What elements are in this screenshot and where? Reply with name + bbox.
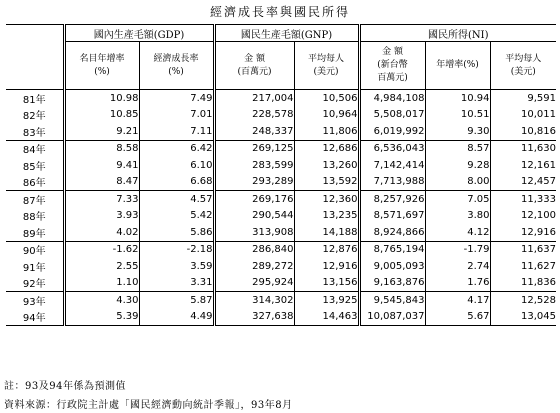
table-body <box>6 90 556 326</box>
page-title: 經濟成長率與國民所得 <box>209 5 350 19</box>
gdp-nominal-growth-cell: 9.41 <box>64 157 139 174</box>
ni-per-capita-cell: 11,836 <box>490 275 556 292</box>
gdp-group-header: 國內生產毛額(GDP) <box>64 25 214 42</box>
ni-amount-cell: 7,142,414 <box>359 157 425 174</box>
ni-amount-cell: 8,257,926 <box>359 191 425 208</box>
gdp-economic-growth-cell: 6.68 <box>139 174 214 191</box>
gnp-amount-cell: 228,578 <box>214 107 294 124</box>
table-row <box>6 309 556 326</box>
table-row <box>6 174 556 191</box>
ni-amount-cell: 10,087,037 <box>359 309 425 326</box>
year-cell: 92年 <box>22 279 46 291</box>
ni-amount-cell: 4,984,108 <box>359 90 425 107</box>
ni-growth-cell: 7.05 <box>425 191 490 208</box>
col-header-economic-growth: 經濟成長率 (%) <box>139 42 214 90</box>
year-cell: 83年 <box>22 127 46 139</box>
gnp-amount-cell: 283,599 <box>214 157 294 174</box>
ni-group-header: 國民所得(NI) <box>359 25 556 42</box>
ni-growth-cell: 4.12 <box>425 224 490 241</box>
gnp-amount-cell: 290,544 <box>214 208 294 225</box>
ni-amount-cell: 5,508,017 <box>359 107 425 124</box>
ni-growth-cell: 5.67 <box>425 309 490 326</box>
gnp-per-capita-cell: 13,260 <box>294 157 359 174</box>
gnp-per-capita-cell: 13,156 <box>294 275 359 292</box>
ni-per-capita-cell: 11,637 <box>490 241 556 258</box>
col-header-ni-amount: 金 額 (新台幣 百萬元) <box>359 42 425 90</box>
ni-amount-cell: 9,545,843 <box>359 292 425 309</box>
ni-per-capita-cell: 12,161 <box>490 157 556 174</box>
gdp-economic-growth-cell: 5.87 <box>139 292 214 309</box>
gdp-economic-growth-cell: -2.18 <box>139 241 214 258</box>
gdp-economic-growth-cell: 4.49 <box>139 309 214 326</box>
ni-per-capita-cell: 12,916 <box>490 224 556 241</box>
gnp-amount-cell: 293,289 <box>214 174 294 191</box>
gdp-economic-growth-cell: 6.10 <box>139 157 214 174</box>
gdp-nominal-growth-cell: 9.21 <box>64 123 139 140</box>
table-row <box>6 224 556 241</box>
gnp-amount-cell: 217,004 <box>214 90 294 107</box>
col-header-gnp-per-capita: 平均每人 (美元) <box>294 42 359 90</box>
gnp-amount-cell: 248,337 <box>214 123 294 140</box>
ni-per-capita-cell: 11,627 <box>490 258 556 275</box>
ni-amount-cell: 8,571,697 <box>359 208 425 225</box>
gdp-nominal-growth-cell: 7.33 <box>64 191 139 208</box>
ni-growth-cell: 8.57 <box>425 140 490 157</box>
ni-growth-cell: 9.28 <box>425 157 490 174</box>
gdp-economic-growth-cell: 3.59 <box>139 258 214 275</box>
gdp-economic-growth-cell: 5.86 <box>139 224 214 241</box>
table-row <box>6 123 556 140</box>
gdp-nominal-growth-cell: 4.30 <box>64 292 139 309</box>
table-row <box>6 90 556 107</box>
ni-growth-cell: 4.17 <box>425 292 490 309</box>
year-cell: 85年 <box>22 161 46 173</box>
gdp-economic-growth-cell: 7.49 <box>139 90 214 107</box>
source-note: 資料來源：行政院主計處「國民經濟動向統計季報」，93年8月 <box>4 400 293 411</box>
ni-per-capita-cell: 12,100 <box>490 208 556 225</box>
col-header-ni-growth: 年增率(%) <box>425 42 490 90</box>
forecast-note: 註：93及94年係為預測值 <box>4 381 126 392</box>
gnp-group-header: 國民生產毛額(GNP) <box>214 25 359 42</box>
year-cell: 86年 <box>22 178 46 190</box>
gdp-economic-growth-cell: 7.11 <box>139 123 214 140</box>
ni-per-capita-cell: 9,591 <box>490 90 556 107</box>
gnp-per-capita-cell: 12,360 <box>294 191 359 208</box>
gnp-per-capita-cell: 14,188 <box>294 224 359 241</box>
gdp-nominal-growth-cell: 10.98 <box>64 90 139 107</box>
year-cell: 94年 <box>22 313 46 325</box>
table-row <box>6 258 556 275</box>
year-cell: 90年 <box>6 241 64 258</box>
ni-per-capita-cell: 12,457 <box>490 174 556 191</box>
gnp-amount-cell: 286,840 <box>214 241 294 258</box>
ni-per-capita-cell: 12,528 <box>490 292 556 309</box>
year-header-corner <box>6 25 64 90</box>
gnp-per-capita-cell: 12,686 <box>294 140 359 157</box>
gnp-amount-cell: 289,272 <box>214 258 294 275</box>
col-header-ni-per-capita: 平均每人 (美元) <box>490 42 556 90</box>
table-row <box>6 157 556 174</box>
gnp-per-capita-cell: 13,235 <box>294 208 359 225</box>
gdp-nominal-growth-cell: 10.85 <box>64 107 139 124</box>
col-header-nominal-growth: 名目年增率 (%) <box>64 42 139 90</box>
economic-data-table <box>6 24 556 326</box>
gnp-per-capita-cell: 11,806 <box>294 123 359 140</box>
gnp-amount-cell: 269,176 <box>214 191 294 208</box>
gnp-per-capita-cell: 12,876 <box>294 241 359 258</box>
table-row <box>6 140 556 157</box>
gnp-amount-cell: 269,125 <box>214 140 294 157</box>
gnp-per-capita-cell: 13,592 <box>294 174 359 191</box>
ni-per-capita-cell: 11,333 <box>490 191 556 208</box>
gdp-economic-growth-cell: 4.57 <box>139 191 214 208</box>
gdp-nominal-growth-cell: 5.39 <box>64 309 139 326</box>
year-cell: 88年 <box>22 212 46 224</box>
table-row <box>6 107 556 124</box>
gnp-amount-cell: 295,924 <box>214 275 294 292</box>
ni-growth-cell: 8.00 <box>425 174 490 191</box>
ni-per-capita-cell: 13,045 <box>490 309 556 326</box>
ni-growth-cell: 1.76 <box>425 275 490 292</box>
gnp-amount-cell: 313,908 <box>214 224 294 241</box>
table-row <box>6 241 556 258</box>
gnp-per-capita-cell: 10,964 <box>294 107 359 124</box>
year-cell: 87年 <box>6 191 64 208</box>
year-cell: 91年 <box>22 262 46 274</box>
gdp-economic-growth-cell: 7.01 <box>139 107 214 124</box>
gdp-nominal-growth-cell: 4.02 <box>64 224 139 241</box>
ni-growth-cell: 10.51 <box>425 107 490 124</box>
gnp-per-capita-cell: 13,925 <box>294 292 359 309</box>
gdp-economic-growth-cell: 3.31 <box>139 275 214 292</box>
ni-per-capita-cell: 11,630 <box>490 140 556 157</box>
ni-amount-cell: 8,765,194 <box>359 241 425 258</box>
gdp-nominal-growth-cell: 1.10 <box>64 275 139 292</box>
gnp-amount-cell: 327,638 <box>214 309 294 326</box>
year-cell: 81年 <box>22 94 46 106</box>
ni-growth-cell: -1.79 <box>425 241 490 258</box>
gdp-nominal-growth-cell: 8.58 <box>64 140 139 157</box>
gnp-amount-cell: 314,302 <box>214 292 294 309</box>
table-row <box>6 208 556 225</box>
ni-amount-cell: 7,713,988 <box>359 174 425 191</box>
ni-growth-cell: 2.74 <box>425 258 490 275</box>
ni-per-capita-cell: 10,816 <box>490 123 556 140</box>
year-cell: 93年 <box>6 292 64 309</box>
table-row <box>6 292 556 309</box>
gdp-nominal-growth-cell: -1.62 <box>64 241 139 258</box>
gdp-economic-growth-cell: 6.42 <box>139 140 214 157</box>
year-cell: 82年 <box>22 111 46 123</box>
table-row <box>6 191 556 208</box>
gdp-nominal-growth-cell: 2.55 <box>64 258 139 275</box>
gnp-per-capita-cell: 14,463 <box>294 309 359 326</box>
ni-amount-cell: 9,005,093 <box>359 258 425 275</box>
ni-growth-cell: 9.30 <box>425 123 490 140</box>
ni-amount-cell: 6,536,043 <box>359 140 425 157</box>
gnp-per-capita-cell: 10,506 <box>294 90 359 107</box>
ni-growth-cell: 3.80 <box>425 208 490 225</box>
gnp-per-capita-cell: 12,916 <box>294 258 359 275</box>
gdp-nominal-growth-cell: 3.93 <box>64 208 139 225</box>
ni-amount-cell: 9,163,876 <box>359 275 425 292</box>
year-cell: 84年 <box>6 140 64 157</box>
ni-amount-cell: 8,924,866 <box>359 224 425 241</box>
table-row <box>6 275 556 292</box>
year-cell: 89年 <box>22 228 46 240</box>
col-header-gnp-amount: 金 額 (百萬元) <box>214 42 294 90</box>
gdp-economic-growth-cell: 5.42 <box>139 208 214 225</box>
ni-growth-cell: 10.94 <box>425 90 490 107</box>
ni-amount-cell: 6,019,992 <box>359 123 425 140</box>
gdp-nominal-growth-cell: 8.47 <box>64 174 139 191</box>
ni-per-capita-cell: 10,011 <box>490 107 556 124</box>
